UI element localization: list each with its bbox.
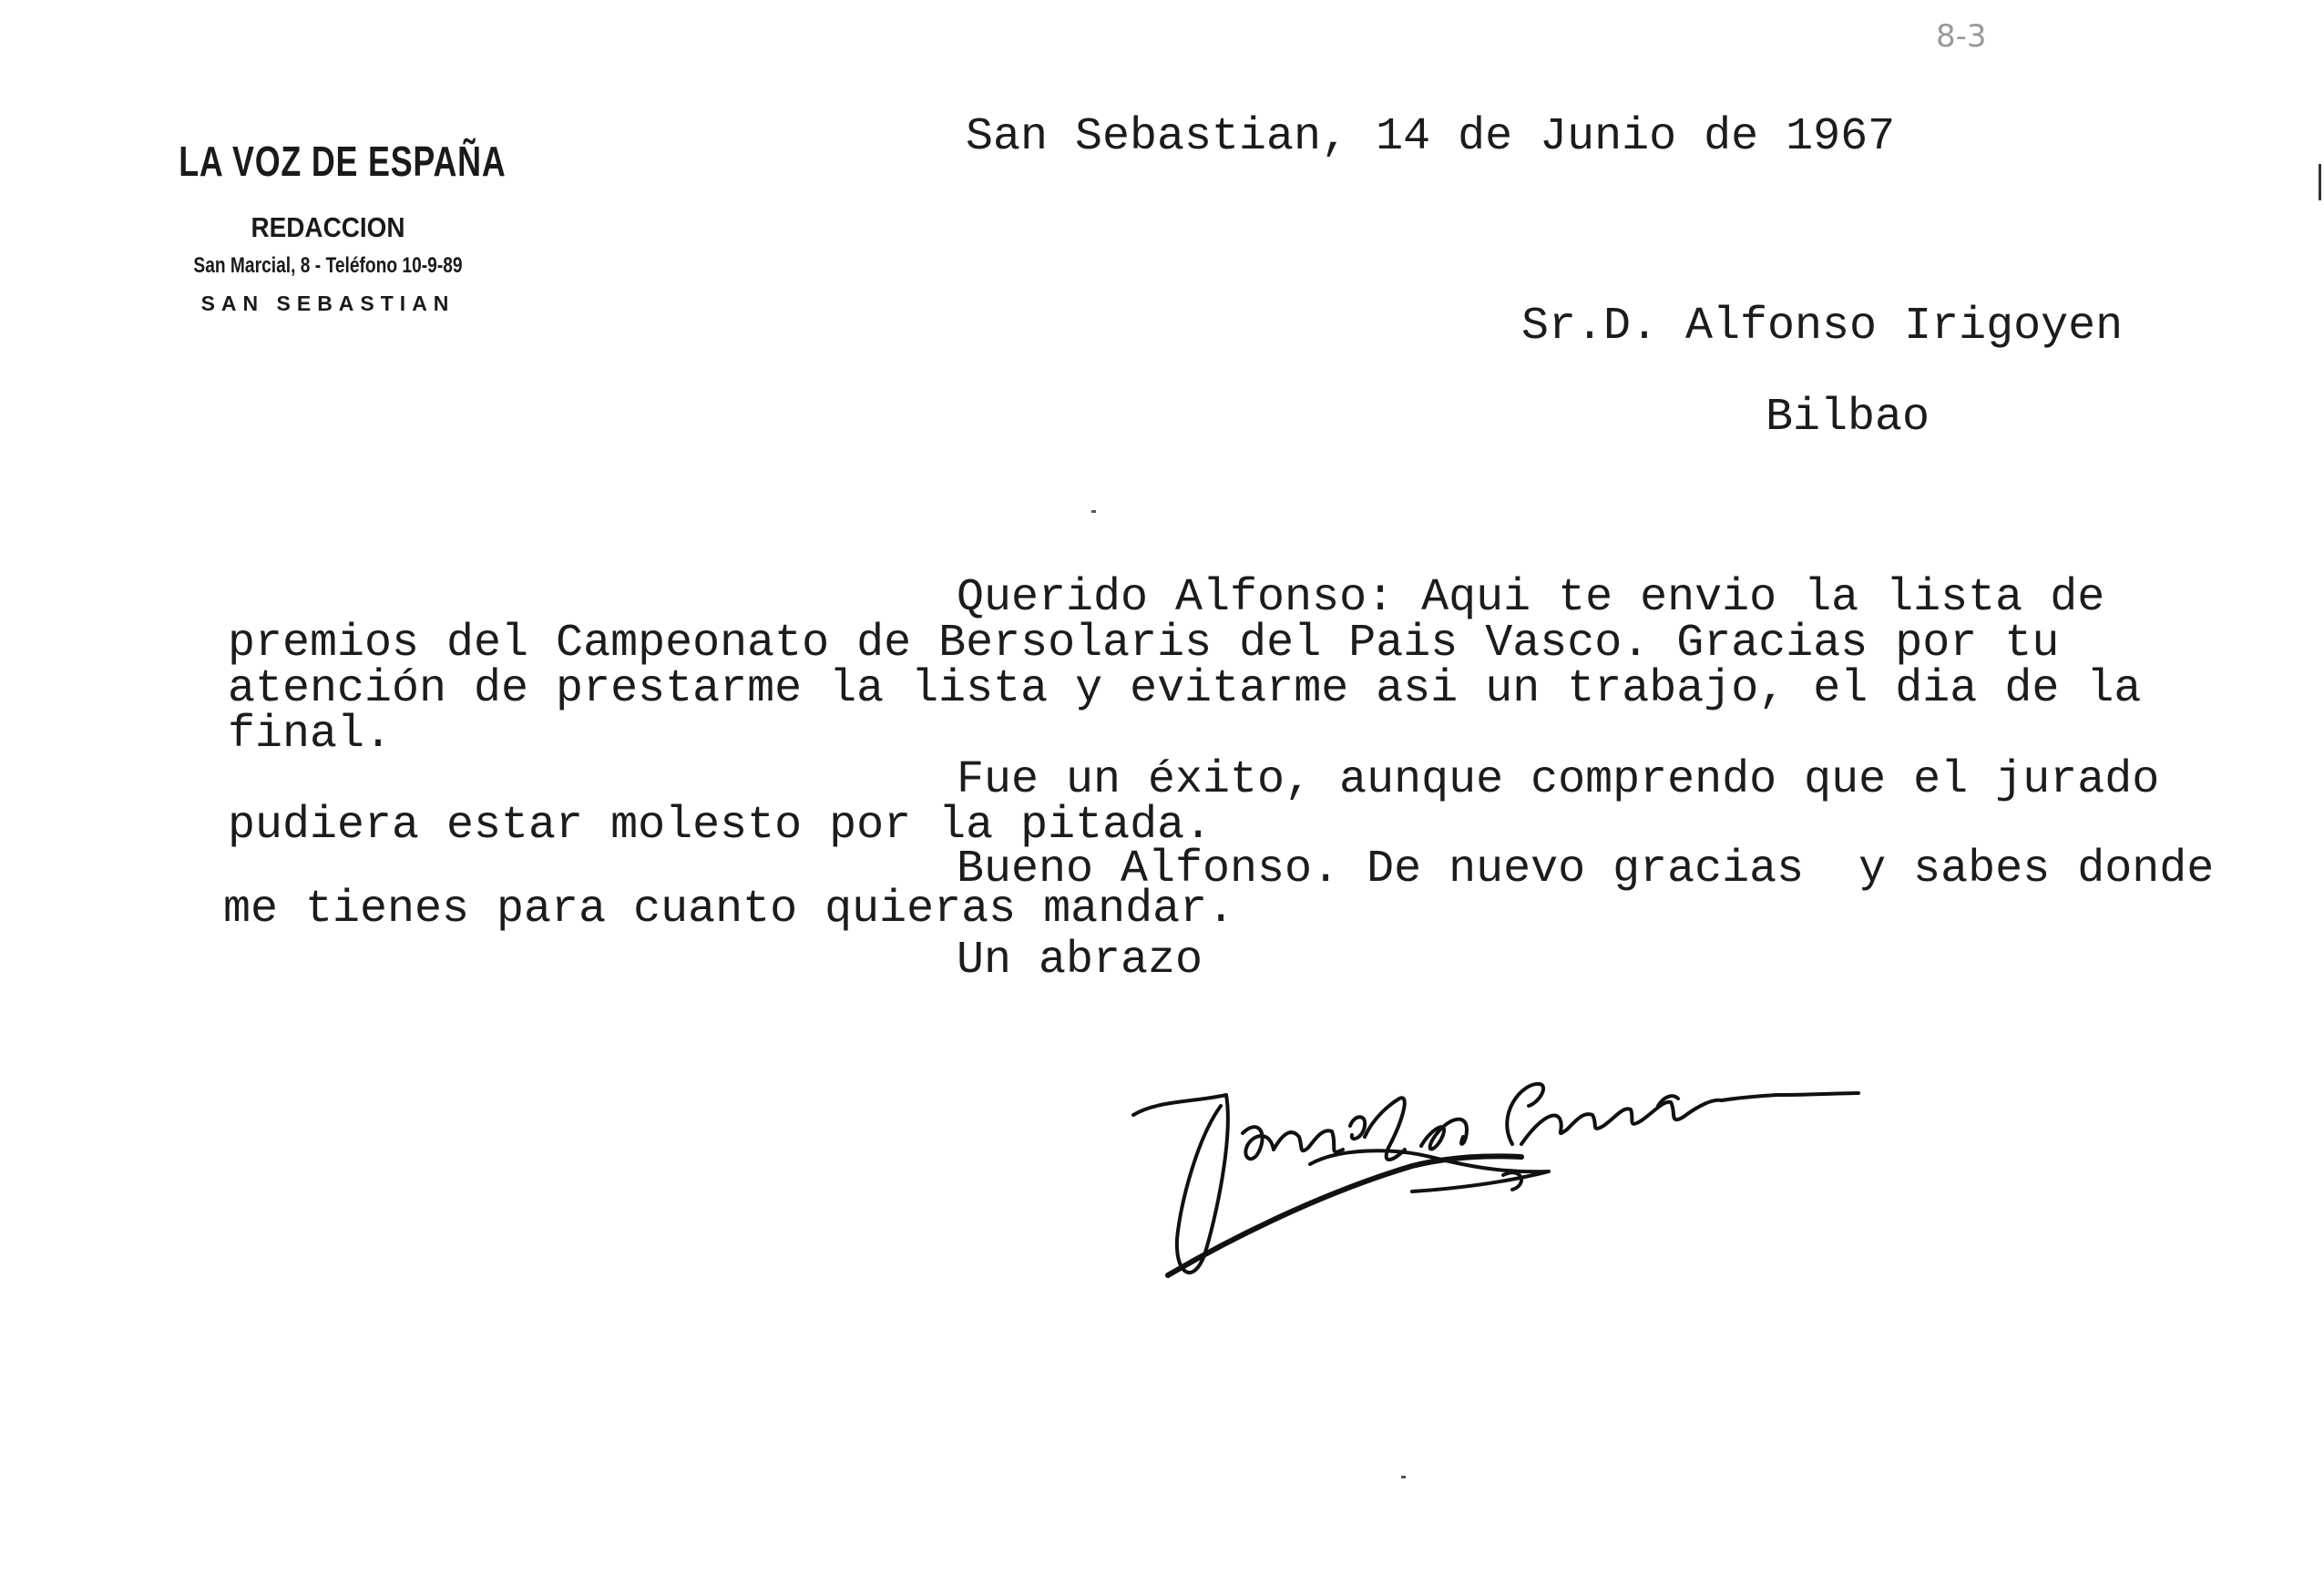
body-line: final.	[228, 709, 393, 761]
newspaper-name: LA VOZ DE ESPAÑA	[179, 138, 507, 185]
letterhead	[137, 137, 519, 316]
scan-edge-mark	[2319, 164, 2321, 200]
body-line: Un abrazo	[957, 935, 1203, 987]
scan-speck	[1401, 1476, 1406, 1478]
archive-number: 8-3	[1936, 18, 1987, 55]
body-line: atención de prestarme la lista y evitarme asi un trabajo, el dia de la	[228, 663, 2142, 715]
body-line: me tienes para cuanto quieras mandar.	[223, 884, 1235, 936]
letterhead-city: SAN SEBASTIAN	[200, 291, 456, 315]
body-line: premios del Campeonato de Bersolaris del Pais Vasco. Gracias por tu	[228, 618, 2060, 670]
handwritten-signature	[1121, 1011, 1922, 1339]
letter-date: San Sebastian, 14 de Junio de 1967	[966, 111, 1896, 163]
letterhead-department: REDACCION	[251, 211, 405, 243]
body-line: pudiera estar molesto por la pitada.	[228, 800, 1213, 852]
body-line: Bueno Alfonso. De nuevo gracias y sabes donde	[957, 844, 2215, 895]
body-line: Querido Alfonso: Aqui te envio la lista de	[957, 572, 2105, 624]
letterhead-address: San Marcial, 8 - Teléfono 10-9-89	[193, 253, 463, 278]
scan-speck	[1091, 510, 1096, 513]
body-line: Fue un éxito, aunque comprendo que el jurado	[957, 754, 2160, 806]
recipient-city: Bilbao	[1766, 392, 1930, 444]
recipient-name: Sr.D. Alfonso Irigoyen	[1521, 301, 2124, 353]
